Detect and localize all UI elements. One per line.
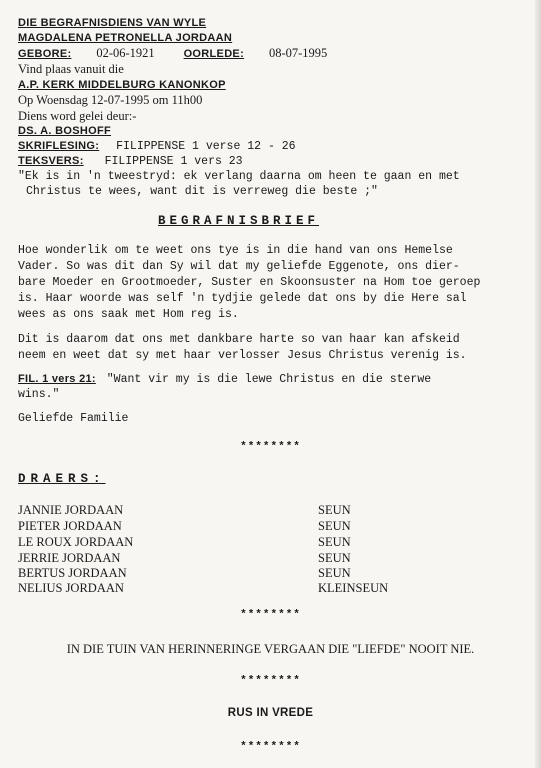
venue-intro: Vind plaas vanuit die	[18, 62, 124, 76]
letter-p2-line-2: neem en weet dat sy met haar verlosser Jesus Christus verenig is.	[18, 349, 467, 362]
bearer-name: NELIUS JORDAAN	[18, 581, 124, 595]
letter-title: BEGRAFNISBRIEF	[158, 214, 320, 228]
service-date: Op Woensdag 12-07-1995 om 11h00	[18, 93, 203, 107]
bearer-name: PIETER JORDAAN	[18, 519, 122, 533]
quote-line-2: Christus te wees, want dit is verreweg die beste ;"	[26, 185, 378, 198]
reading-line	[18, 139, 296, 154]
bearer-relation: SEUN	[318, 519, 351, 533]
text-line	[18, 154, 243, 169]
separator-4: ********	[240, 741, 301, 753]
reading-label: SKRIFLESING:	[18, 140, 100, 152]
rest-in-peace: RUS IN VREDE	[227, 707, 314, 719]
text-label: TEKSVERS:	[18, 155, 84, 167]
officiant-name: DS. A. BOSHOFF	[18, 125, 112, 137]
letter-p1-line-3: bare Moeder en Grootmoeder, Suster en Skoonsuster na Hom toe geroep	[18, 276, 481, 289]
bearer-name: LE ROUX JORDAAN	[18, 535, 134, 549]
separator-3: ********	[240, 675, 301, 687]
letter-p1-line-2: Vader. So was dit dan Sy wil dat my geliefde Eggenote, ons dier-	[18, 260, 460, 273]
bearer-relation: SEUN	[318, 551, 351, 565]
officiant-intro: Diens word gelei deur:-	[18, 109, 137, 123]
died-date: 08-07-1995	[268, 46, 328, 60]
verse-line-1	[18, 372, 431, 387]
text-ref: FILIPPENSE 1 vers 23	[104, 155, 243, 168]
deceased-name: MAGDALENA PETRONELLA JORDAAN	[18, 32, 233, 44]
verse-label: FIL. 1 vers 21:	[18, 373, 96, 385]
separator-2: ********	[240, 609, 301, 621]
letter-p1-line-5: wees as ons saak met Hom reg is.	[18, 308, 239, 321]
verse-text: "Want vir my is die lewe Christus en die sterwe	[106, 373, 432, 386]
bearer-relation: SEUN	[318, 566, 351, 580]
bearer-name: BERTUS JORDAAN	[18, 566, 127, 580]
quote-line-1: "Ek is in 'n tweestryd: ek verlang daarna om heen te gaan en met	[18, 170, 460, 183]
letter-p1-line-1: Hoe wonderlik om te weet ons tye is in die hand van ons Hemelse	[18, 244, 453, 257]
bearer-name: JANNIE JORDAAN	[18, 503, 124, 517]
bearer-relation: SEUN	[318, 535, 351, 549]
reading-ref: FILIPPENSE 1 verse 12 - 26	[116, 140, 296, 153]
dates-line	[18, 46, 327, 62]
bearer-relation: SEUN	[318, 503, 351, 517]
remembrance-line: IN DIE TUIN VAN HERINNERINGE VERGAAN DIE "LIEFDE" NOOIT NIE.	[66, 642, 475, 656]
signoff: Geliefde Familie	[18, 412, 129, 425]
notice-heading: DIE BEGRAFNISDIENS VAN WYLE	[18, 17, 207, 29]
born-date: 02-06-1921	[96, 46, 155, 60]
church-name: A.P. KERK MIDDELBURG KANONKOP	[18, 79, 226, 91]
died-label: OORLEDE:	[183, 48, 245, 60]
born-label: GEBORE:	[18, 48, 72, 60]
letter-p1-line-4: is. Haar woorde was self 'n tydjie gelede dat ons by die Here sal	[18, 292, 467, 305]
bearers-heading: DRAERS:	[18, 472, 106, 486]
separator-1: ********	[240, 441, 301, 453]
verse-line-2: wins."	[18, 388, 60, 401]
bearer-relation: KLEINSEUN	[318, 581, 389, 595]
letter-p2-line-1: Dit is daarom dat ons met dankbare harte so van haar kan afskeid	[18, 333, 460, 346]
paper-edge-shadow	[535, 0, 541, 768]
bearer-name: JERRIE JORDAAN	[18, 551, 121, 565]
